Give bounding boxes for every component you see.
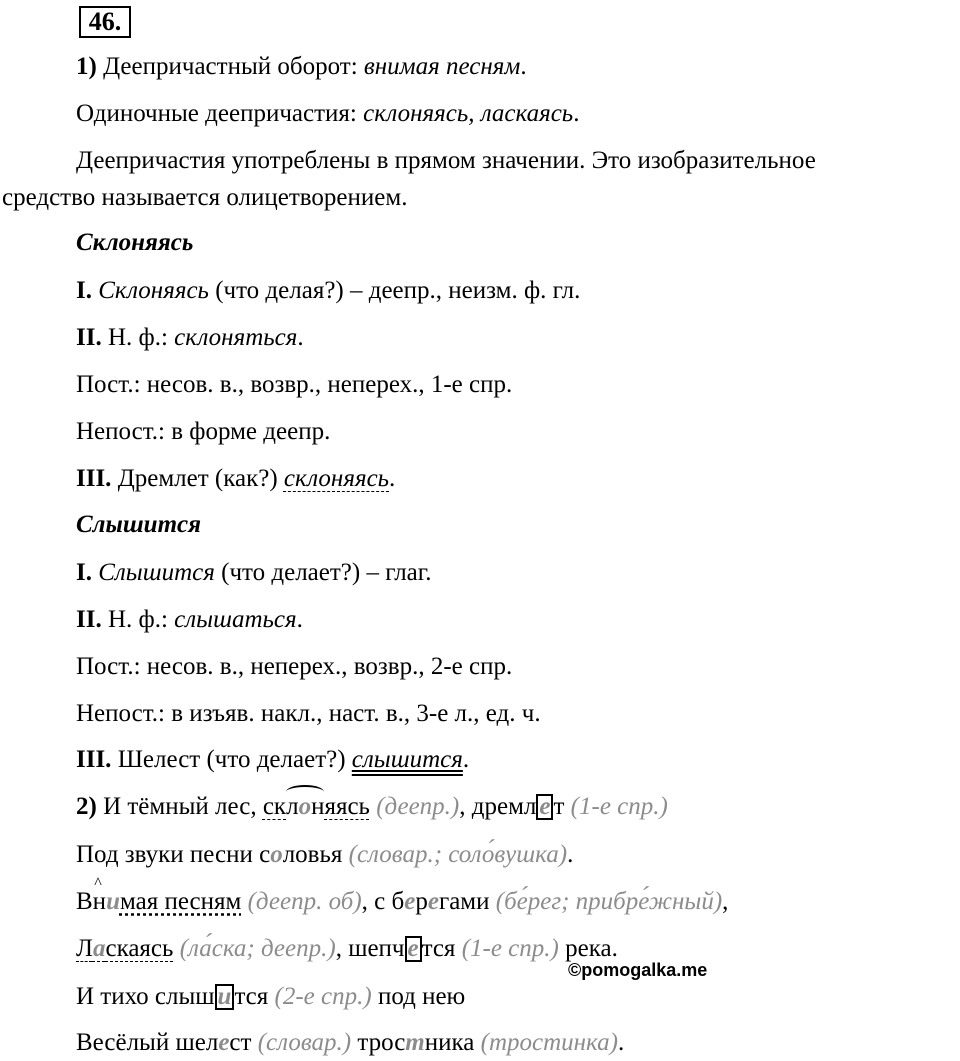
participle-phrase: внимая песням [363,53,521,80]
note: (словар.) [257,1029,352,1056]
text: река. [558,935,618,962]
text: трос [351,1029,406,1056]
ending-box: е [536,794,553,820]
initial-form: склоняться [174,324,298,351]
label: Н. ф.: [101,324,175,351]
highlighted-letter: е [404,888,416,915]
part1-line1 [76,52,527,82]
ending-box: е [405,936,422,962]
note: (1-е спр.) [570,793,668,820]
note: (тростинка) [480,1029,618,1056]
participle-word [263,793,370,820]
root-arc [286,785,324,799]
word2-II [76,605,303,635]
text: , шепч [335,935,405,962]
text: , дремл [459,793,537,820]
exercise-number: 46. [79,6,131,38]
highlighted-letter: о [298,793,312,820]
text: Шелест (что делает?) [111,746,352,773]
word: Слышится [98,559,215,586]
label: Одиночные деепричастия: [76,100,364,127]
text: Дремлет (как?) [111,465,284,492]
text: скаясь [105,935,174,962]
initial-form: слышаться [174,606,297,633]
part1-line3: Деепричастия употреблены в прямом значении. Это изобразительное [76,147,816,174]
text: Вн [76,888,107,915]
word1-I [76,276,580,306]
text: ника [424,1029,481,1056]
text: т [553,793,565,820]
highlighted-letter: е [218,1029,230,1056]
word2-heading: Слышится [76,511,201,538]
text: под нею [371,983,466,1010]
poem-line6 [76,1028,624,1058]
word2-III [76,745,469,775]
note: (бе́рег; прибре́жный) [495,888,723,915]
roman-numeral: III. [76,746,112,773]
note: (2-е спр.) [274,983,372,1010]
underlined-word: склоняясь [283,465,390,492]
prefix: ск [262,793,287,820]
word1-II [76,323,304,353]
text: гами [438,888,496,915]
text: И тёмный лес, [96,793,263,820]
highlighted-letter: е [427,888,439,915]
text: Л [76,935,93,962]
part1-line2 [76,99,579,129]
text: , с б [361,888,405,915]
word2-I [76,558,431,588]
note: (1-е спр.) [461,935,559,962]
root [286,792,324,822]
suffix: яясь [324,793,370,820]
word1-III [76,464,395,494]
underlined-word: слышится [351,746,463,773]
root [76,875,120,917]
root-part: л [286,793,299,820]
roman-numeral: II. [76,324,102,351]
copyright-watermark: ©pomogalka.me [568,960,708,980]
text: Весёлый шел [76,1029,219,1056]
text: ст [229,1029,258,1056]
note: (деепр.) [376,793,460,820]
punct: . [389,465,396,492]
roman-numeral: I. [76,277,92,304]
poem-line2 [76,840,573,870]
word1-heading: Склоняясь [76,229,194,256]
text: (что делает?) – глаг. [214,559,432,586]
root-part: н [311,793,325,820]
punct: . [573,100,580,127]
label: Деепричастный оборот: [103,53,364,80]
highlighted-letter: а [92,935,106,962]
part1-line4: средство называется олицетворением. [2,184,408,211]
word1-nepost: Непост.: в форме деепр. [76,418,331,445]
text: Под звуки песни с [76,841,271,868]
participle-phrase [76,875,242,915]
participle-word [76,935,173,962]
poem-line1 [76,792,668,822]
word2-nepost: Непост.: в изъяв. накл., наст. в., 3-е л., ед. ч. [76,700,541,727]
text: тся [421,935,462,962]
punct: . [462,746,470,773]
punct: . [567,841,574,868]
word: Склоняясь [98,277,209,304]
single-participles: склоняясь, ласкаясь [363,100,574,127]
text: тся [234,983,275,1010]
part2-number: 2) [76,793,97,820]
roman-numeral: I. [76,559,92,586]
word2-post: Пост.: несов. в., неперех., возвр., 2-е спр. [76,653,513,680]
punct: , [722,888,729,915]
label: Н. ф.: [101,606,175,633]
poem-line5 [76,982,465,1012]
text: (что делая?) – деепр., неизм. ф. гл. [208,277,581,304]
highlighted-letter: о [270,841,283,868]
note: (словар.; соло́вушка) [348,841,568,868]
text: р [415,888,428,915]
part1-number: 1) [76,53,97,80]
word1-post: Пост.: несов. в., возвр., неперех., 1-е спр. [76,371,513,398]
poem-line4 [76,934,618,964]
note: (ла́ска; деепр.) [179,935,336,962]
text: мая песням [119,888,242,915]
highlighted-letter: т [405,1029,425,1056]
punct: . [617,1029,625,1056]
roman-numeral: III. [76,465,112,492]
text: ловья [282,841,349,868]
note: (деепр. об) [247,888,362,915]
roman-numeral: II. [76,606,102,633]
text: И тихо слыш [76,983,215,1010]
poem-line3 [76,875,729,917]
root-caret: ^ [94,875,102,892]
punct: . [297,324,304,351]
highlighted-letter: и [106,888,120,915]
punct: . [520,53,527,80]
punct: . [296,606,303,633]
ending-box: и [215,984,235,1010]
